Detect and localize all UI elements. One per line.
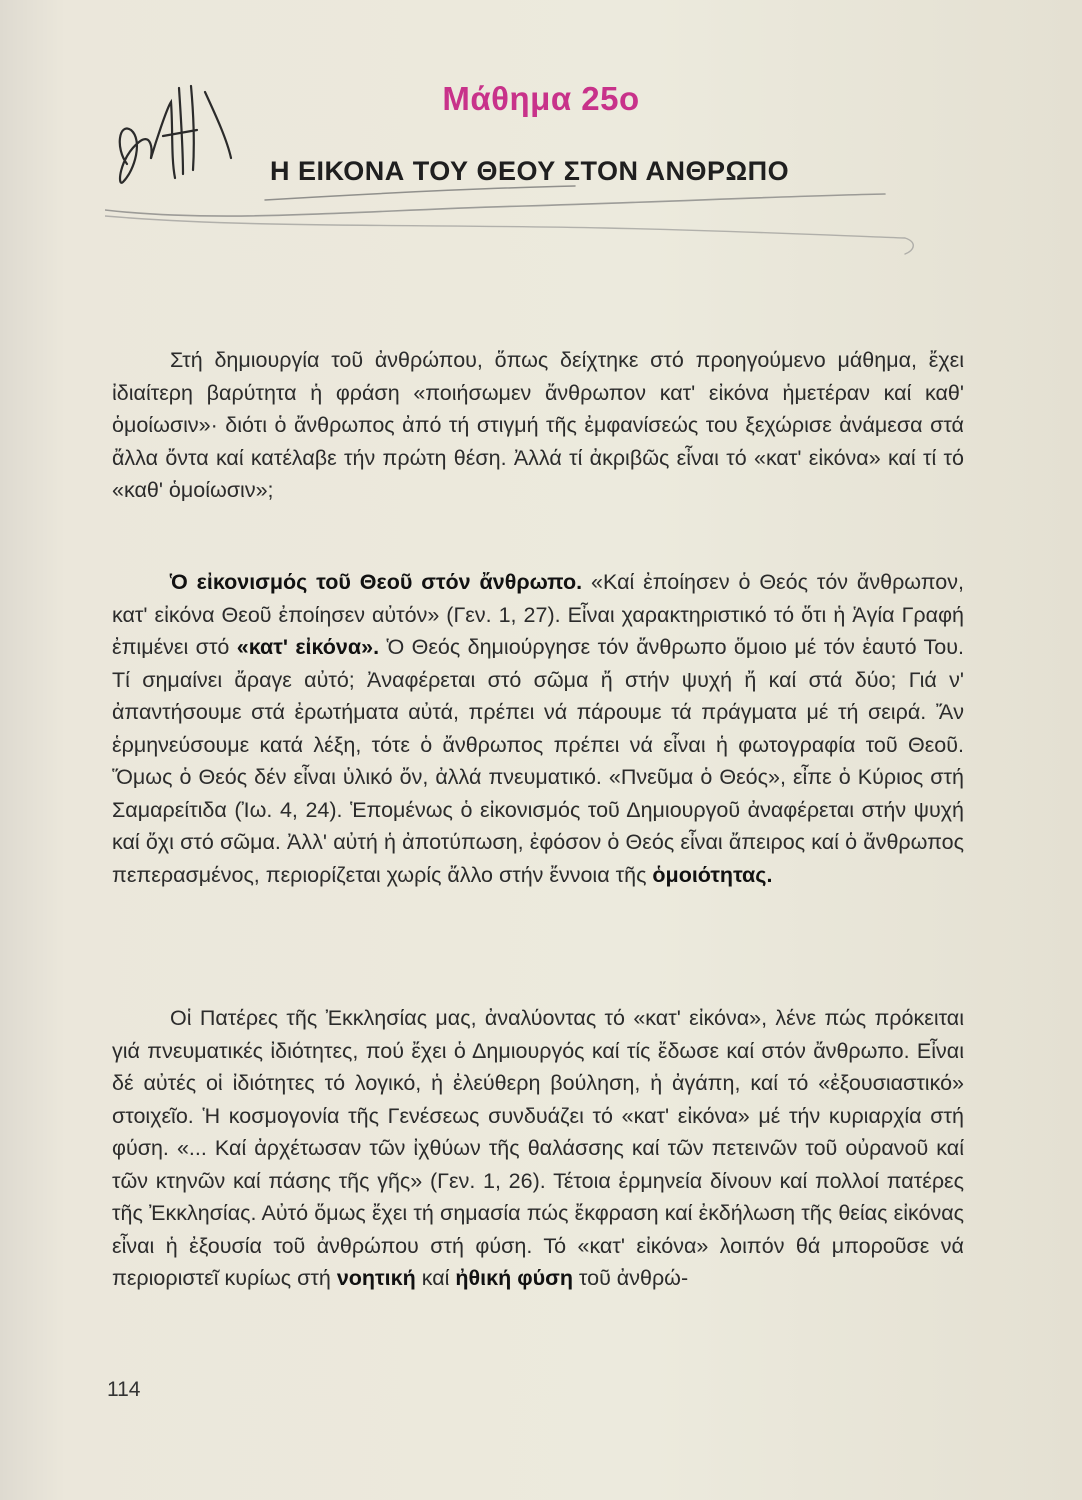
paragraph-text: Στή δημιουργία τοῦ ἀνθρώπου, ὅπως δείχτηκε στό προηγούμενο μάθημα, ἔχει ἰδιαίτερη βαρύτητα ἡ φράση «ποιήσωμεν ἄνθρωπον κατ' εἰκόνα ἡμετέραν καί καθ' ὁμοίωσιν»· διότι ὁ ἄνθρωπος ἀπό τή στιγμή τῆς ἐμφανίσεώς του ξεχώρισε ἀνάμεσα στά ἄλλα ὄντα καί κατέλαβε τήν πρώτη θέση. Ἀλλά τί ἀκριβῶς εἶναι τό «κατ' εἰκόνα» καί τί τό «καθ' ὁμοίωσιν»; [112,348,964,502]
paragraph-text: Οἱ Πατέρες τῆς Ἐκκλησίας μας, ἀναλύοντας τό «κατ' εἰκόνα», λένε πώς πρόκειται γιά πνευματικές ἰδιότητες, πού ἔχει ὁ Δημιουργός καί τίς ἔδωσε καί στόν ἄνθρωπο. Εἶναι δέ αὐτές οἱ ἰδιότητες τό λογικό, ἡ ἐλεύθερη βούληση, ἡ ἀγάπη, καί τό «ἐξουσιαστικό» στοιχεῖο. Ἡ κοσμογονία τῆς Γενέσεως συνδυάζει τό «κατ' εἰκόνα» μέ τήν κυριαρχία στή φύση. «... Καί ἀρχέτωσαν τῶν ἰχθύων τῆς θαλάσσης καί τῶν πετεινῶν τοῦ οὐρανοῦ καί τῶν κτηνῶν καί πάσης τῆς γῆς» (Γεν. 1, 26). Τέτοια ἑρμηνεία δίνουν καί πολλοί πατέρες τῆς Ἐκκλησίας. Αὐτό ὅμως ἔχει τή σημασία πώς ἔκφραση καί ἐκδήλωση τῆς θείας εἰκόνας εἶναι ἡ ἐξουσία τοῦ ἀνθρώπου στή φύση. Τό «κατ' εἰκόνα» λοιπόν θά μποροῦσε νά περιοριστεῖ κυρίως στή [112,1006,964,1290]
paragraph-church-fathers [112,1002,964,1295]
emphasis-kat-eikona: «κατ' εἰκόνα». [236,635,380,659]
paragraph-text: «Καί ἐποίησεν ὁ Θεός τόν ἄνθρωπον, κατ' εἰκόνα Θεοῦ ἐποίησεν αὐτόν» (Γεν. 1, 27). Εἶναι χαρακτηριστικό τό ὅτι ἡ Ἁγία Γραφή ἐπιμένει στό [112,570,964,659]
emphasis-noitiki: νοητική [336,1266,416,1290]
lesson-title: Η ΕΙΚΟΝΑ ΤΟΥ ΘΕΟΥ ΣΤΟΝ ΑΝΘΡΩΠΟ [270,156,790,186]
emphasis-ithiki-fysi: ἠθική φύση [455,1266,573,1290]
section-heading: Ὁ εἰκονισμός τοῦ Θεοῦ στόν ἄνθρωπο. [170,570,583,594]
paragraph-intro [112,344,964,507]
paragraph-image-of-god [112,566,964,891]
paragraph-text: Ὁ Θεός δημιούργησε τόν ἄνθρωπο ὅμοιο μέ τόν ἑαυτό Του. Τί σημαίνει ἄραγε αὐτό; Ἀναφέρεται στό σῶμα ἤ στήν ψυχή ἤ καί στά δύο; Γιά ν' ἀπαντήσουμε στά ἐρωτήματα αὐτά, πρέπει νά πάρουμε τά πράγματα μέ τή σειρά. Ἄν ἑρμηνεύσουμε κατά λέξη, τότε ὁ ἄνθρωπος πρέπει νά εἶναι ἡ φωτογραφία τοῦ Θεοῦ. Ὅμως ὁ Θεός δέν εἶναι ὑλικό ὄν, ἀλλά πνευματικό. «Πνεῦμα ὁ Θεός», εἶπε ὁ Κύριος στή Σαμαρείτιδα (Ἰω. 4, 24). Ἑπομένως ὁ εἰκονισμός τοῦ Δημιουργοῦ ἀναφέρεται στήν ψυχή καί ὄχι στό σῶμα. Ἀλλ' αὐτή ἡ ἀποτύπωση, ἐφόσον ὁ Θεός εἶναι ἄπειρος καί ὁ ἄνθρωπος πεπερασμένος, περιορίζεται χωρίς ἄλλο στήν ἔννοια τῆς [112,635,964,887]
lesson-number: Μάθημα 25ο [442,80,640,117]
page-number: 114 [107,1378,141,1401]
emphasis-omoiotitas: ὁμοιότητας. [652,862,773,887]
paragraph-text: τοῦ ἀνθρώ- [572,1266,689,1290]
paragraph-text: καί [415,1266,456,1290]
